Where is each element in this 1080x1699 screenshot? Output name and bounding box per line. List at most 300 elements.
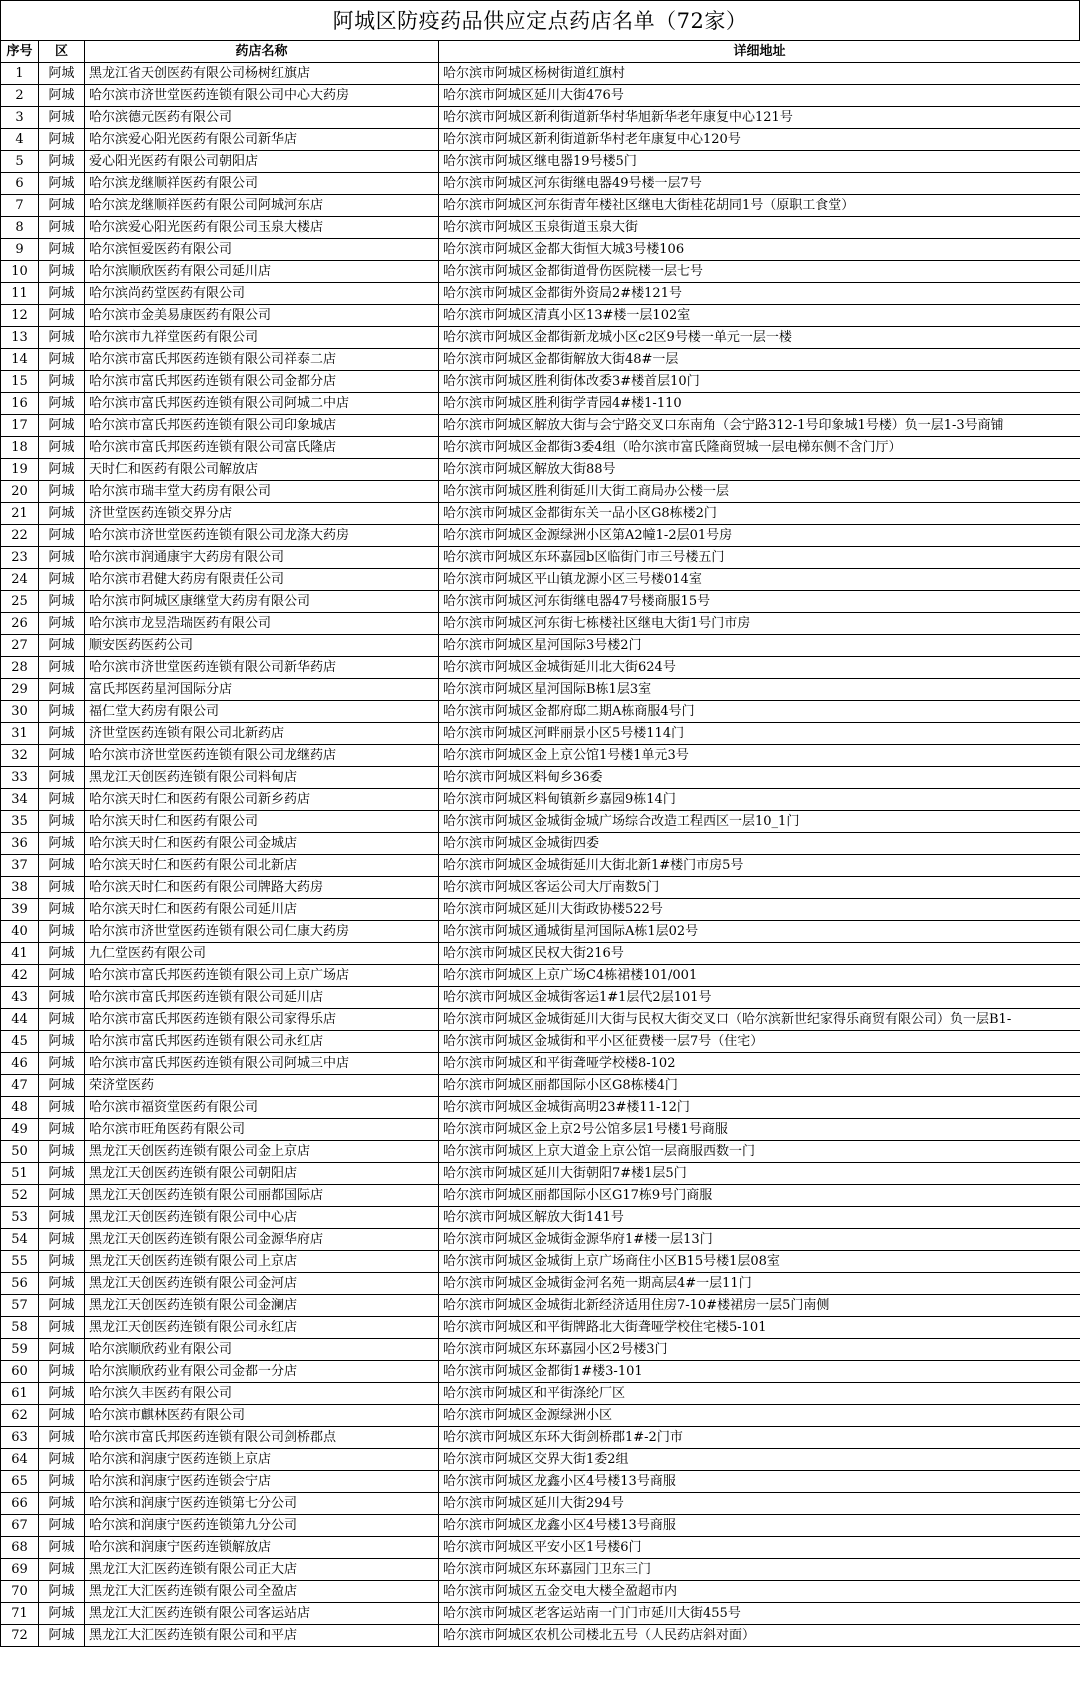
table-row xyxy=(1,789,1080,811)
cell-district: 阿城 xyxy=(39,1053,85,1075)
cell-address: 哈尔滨市阿城区金都大街恒大城3号楼106 xyxy=(439,239,1080,261)
cell-address: 哈尔滨市阿城区金城街和平小区征费楼一层7号（住宅） xyxy=(439,1031,1080,1053)
cell-address: 哈尔滨市阿城区金都街1#楼3-101 xyxy=(439,1361,1080,1383)
cell-address: 哈尔滨市阿城区丽都国际小区G8栋楼4门 xyxy=(439,1075,1080,1097)
cell-pharmacy-name: 哈尔滨恒爱医药有限公司 xyxy=(85,239,439,261)
cell-district: 阿城 xyxy=(39,1603,85,1625)
cell-address: 哈尔滨市阿城区杨树街道红旗村 xyxy=(439,63,1080,85)
table-row xyxy=(1,1559,1080,1581)
cell-district: 阿城 xyxy=(39,679,85,701)
cell-address: 哈尔滨市阿城区金城街金河名苑一期高层4#一层11门 xyxy=(439,1273,1080,1295)
cell-district: 阿城 xyxy=(39,921,85,943)
table-row xyxy=(1,591,1080,613)
cell-no: 29 xyxy=(1,679,39,701)
cell-district: 阿城 xyxy=(39,943,85,965)
cell-pharmacy-name: 哈尔滨顺欣药业有限公司金都一分店 xyxy=(85,1361,439,1383)
cell-address: 哈尔滨市阿城区金都府邸二期A栋商服4号门 xyxy=(439,701,1080,723)
cell-no: 12 xyxy=(1,305,39,327)
cell-address: 哈尔滨市阿城区东环大街剑桥郡1#-2门市 xyxy=(439,1427,1080,1449)
cell-address: 哈尔滨市阿城区老客运站南一门门市延川大街455号 xyxy=(439,1603,1080,1625)
cell-no: 68 xyxy=(1,1537,39,1559)
cell-pharmacy-name: 黑龙江大汇医药连锁有限公司客运站店 xyxy=(85,1603,439,1625)
table-row xyxy=(1,85,1080,107)
cell-district: 阿城 xyxy=(39,327,85,349)
cell-district: 阿城 xyxy=(39,547,85,569)
cell-no: 51 xyxy=(1,1163,39,1185)
cell-no: 62 xyxy=(1,1405,39,1427)
header-district: 区 xyxy=(39,41,85,63)
cell-district: 阿城 xyxy=(39,811,85,833)
cell-pharmacy-name: 哈尔滨市龙昱浩瑞医药有限公司 xyxy=(85,613,439,635)
cell-no: 61 xyxy=(1,1383,39,1405)
cell-district: 阿城 xyxy=(39,1339,85,1361)
table-row xyxy=(1,1471,1080,1493)
cell-pharmacy-name: 哈尔滨市富氏邦医药连锁有限公司家得乐店 xyxy=(85,1009,439,1031)
cell-pharmacy-name: 哈尔滨市富氏邦医药连锁有限公司永红店 xyxy=(85,1031,439,1053)
table-row xyxy=(1,525,1080,547)
cell-pharmacy-name: 哈尔滨天时仁和医药有限公司金城店 xyxy=(85,833,439,855)
cell-district: 阿城 xyxy=(39,1207,85,1229)
cell-district: 阿城 xyxy=(39,1163,85,1185)
cell-district: 阿城 xyxy=(39,1493,85,1515)
cell-district: 阿城 xyxy=(39,1449,85,1471)
cell-district: 阿城 xyxy=(39,1559,85,1581)
table-row xyxy=(1,415,1080,437)
table-row xyxy=(1,855,1080,877)
cell-district: 阿城 xyxy=(39,459,85,481)
table-row xyxy=(1,1339,1080,1361)
cell-address: 哈尔滨市阿城区金城街延川大街北新1#楼门市房5号 xyxy=(439,855,1080,877)
cell-district: 阿城 xyxy=(39,1581,85,1603)
table-row xyxy=(1,1515,1080,1537)
table-row xyxy=(1,437,1080,459)
cell-district: 阿城 xyxy=(39,1383,85,1405)
cell-pharmacy-name: 哈尔滨市富氏邦医药连锁有限公司印象城店 xyxy=(85,415,439,437)
table-row xyxy=(1,239,1080,261)
cell-address: 哈尔滨市阿城区金源绿洲小区 xyxy=(439,1405,1080,1427)
cell-no: 35 xyxy=(1,811,39,833)
cell-pharmacy-name: 黑龙江天创医药连锁有限公司丽都国际店 xyxy=(85,1185,439,1207)
table-row xyxy=(1,547,1080,569)
cell-no: 55 xyxy=(1,1251,39,1273)
cell-pharmacy-name: 哈尔滨和润康宁医药连锁解放店 xyxy=(85,1537,439,1559)
cell-pharmacy-name: 黑龙江天创医药连锁有限公司金河店 xyxy=(85,1273,439,1295)
table-row xyxy=(1,217,1080,239)
cell-pharmacy-name: 哈尔滨龙继顺祥医药有限公司阿城河东店 xyxy=(85,195,439,217)
cell-district: 阿城 xyxy=(39,1515,85,1537)
cell-district: 阿城 xyxy=(39,1625,85,1647)
cell-address: 哈尔滨市阿城区金城街金城广场综合改造工程西区一层10_1门 xyxy=(439,811,1080,833)
cell-pharmacy-name: 哈尔滨市济世堂医药连锁有限公司龙继药店 xyxy=(85,745,439,767)
cell-no: 52 xyxy=(1,1185,39,1207)
cell-district: 阿城 xyxy=(39,789,85,811)
cell-address: 哈尔滨市阿城区金都街东关一品小区G8栋楼2门 xyxy=(439,503,1080,525)
cell-address: 哈尔滨市阿城区金城街北新经济适用住房7-10#楼裙房一层5门南侧 xyxy=(439,1295,1080,1317)
cell-district: 阿城 xyxy=(39,1273,85,1295)
cell-no: 31 xyxy=(1,723,39,745)
table-row xyxy=(1,811,1080,833)
cell-no: 43 xyxy=(1,987,39,1009)
cell-pharmacy-name: 顺安医药医药公司 xyxy=(85,635,439,657)
cell-address: 哈尔滨市阿城区河东街继电器47号楼商服15号 xyxy=(439,591,1080,613)
cell-district: 阿城 xyxy=(39,1075,85,1097)
cell-pharmacy-name: 哈尔滨市旺角医药有限公司 xyxy=(85,1119,439,1141)
cell-pharmacy-name: 黑龙江天创医药连锁有限公司上京店 xyxy=(85,1251,439,1273)
cell-district: 阿城 xyxy=(39,1537,85,1559)
cell-address: 哈尔滨市阿城区平安小区1号楼6门 xyxy=(439,1537,1080,1559)
cell-address: 哈尔滨市阿城区交界大街1委2组 xyxy=(439,1449,1080,1471)
cell-pharmacy-name: 哈尔滨久丰医药有限公司 xyxy=(85,1383,439,1405)
table-row xyxy=(1,899,1080,921)
table-row xyxy=(1,1383,1080,1405)
cell-no: 23 xyxy=(1,547,39,569)
cell-district: 阿城 xyxy=(39,1119,85,1141)
cell-address: 哈尔滨市阿城区平山镇龙源小区三号楼014室 xyxy=(439,569,1080,591)
table-body xyxy=(1,63,1080,1647)
table-row xyxy=(1,327,1080,349)
cell-address: 哈尔滨市阿城区河东街青年楼社区继电大街桂花胡同1号（原职工食堂） xyxy=(439,195,1080,217)
cell-district: 阿城 xyxy=(39,1141,85,1163)
header-row xyxy=(1,41,1080,63)
cell-address: 哈尔滨市阿城区龙鑫小区4号楼13号商服 xyxy=(439,1471,1080,1493)
cell-district: 阿城 xyxy=(39,1185,85,1207)
table-row xyxy=(1,459,1080,481)
cell-address: 哈尔滨市阿城区东环嘉园门卫东三门 xyxy=(439,1559,1080,1581)
cell-pharmacy-name: 九仁堂医药有限公司 xyxy=(85,943,439,965)
cell-pharmacy-name: 哈尔滨尚药堂医药有限公司 xyxy=(85,283,439,305)
table-row xyxy=(1,1625,1080,1647)
cell-district: 阿城 xyxy=(39,283,85,305)
cell-address: 哈尔滨市阿城区金上京2号公馆多层1号楼1号商服 xyxy=(439,1119,1080,1141)
table-row xyxy=(1,1185,1080,1207)
cell-address: 哈尔滨市阿城区胜利街延川大街工商局办公楼一层 xyxy=(439,481,1080,503)
cell-pharmacy-name: 哈尔滨市福资堂医药有限公司 xyxy=(85,1097,439,1119)
cell-pharmacy-name: 哈尔滨和润康宁医药连锁会宁店 xyxy=(85,1471,439,1493)
cell-no: 27 xyxy=(1,635,39,657)
cell-address: 哈尔滨市阿城区解放大街与会宁路交叉口东南角（会宁路312-1号印象城1号楼）负一层1-3号商铺 xyxy=(439,415,1080,437)
table-row xyxy=(1,1031,1080,1053)
cell-address: 哈尔滨市阿城区金都街3委4组（哈尔滨市富氏隆商贸城一层电梯东侧不含门厅） xyxy=(439,437,1080,459)
cell-pharmacy-name: 黑龙江天创医药连锁有限公司中心店 xyxy=(85,1207,439,1229)
cell-address: 哈尔滨市阿城区通城街星河国际A栋1层02号 xyxy=(439,921,1080,943)
table-row xyxy=(1,1229,1080,1251)
cell-no: 67 xyxy=(1,1515,39,1537)
cell-no: 19 xyxy=(1,459,39,481)
table-row xyxy=(1,701,1080,723)
cell-address: 哈尔滨市阿城区解放大街141号 xyxy=(439,1207,1080,1229)
cell-no: 8 xyxy=(1,217,39,239)
cell-address: 哈尔滨市阿城区东环嘉园b区临街门市三号楼五门 xyxy=(439,547,1080,569)
table-row xyxy=(1,1075,1080,1097)
cell-district: 阿城 xyxy=(39,701,85,723)
header-name: 药店名称 xyxy=(85,41,439,63)
table-row xyxy=(1,151,1080,173)
cell-district: 阿城 xyxy=(39,1317,85,1339)
cell-no: 6 xyxy=(1,173,39,195)
cell-no: 1 xyxy=(1,63,39,85)
cell-address: 哈尔滨市阿城区料甸镇新乡嘉园9栋14门 xyxy=(439,789,1080,811)
cell-address: 哈尔滨市阿城区上京广场C4栋裙楼101/001 xyxy=(439,965,1080,987)
cell-pharmacy-name: 黑龙江大汇医药连锁有限公司正大店 xyxy=(85,1559,439,1581)
cell-address: 哈尔滨市阿城区金城街延川大街与民权大街交叉口（哈尔滨新世纪家得乐商贸有限公司）负一层B1- xyxy=(439,1009,1080,1031)
table-row xyxy=(1,349,1080,371)
cell-pharmacy-name: 哈尔滨市济世堂医药连锁有限公司龙涤大药房 xyxy=(85,525,439,547)
cell-address: 哈尔滨市阿城区新利街道新华村老年康复中心120号 xyxy=(439,129,1080,151)
cell-no: 40 xyxy=(1,921,39,943)
cell-district: 阿城 xyxy=(39,767,85,789)
cell-pharmacy-name: 哈尔滨市富氏邦医药连锁有限公司金都分店 xyxy=(85,371,439,393)
cell-address: 哈尔滨市阿城区龙鑫小区4号楼13号商服 xyxy=(439,1515,1080,1537)
cell-pharmacy-name: 天时仁和医药有限公司解放店 xyxy=(85,459,439,481)
cell-district: 阿城 xyxy=(39,635,85,657)
pharmacy-table xyxy=(0,40,1080,1647)
cell-no: 25 xyxy=(1,591,39,613)
cell-address: 哈尔滨市阿城区丽都国际小区G17栋9号门商服 xyxy=(439,1185,1080,1207)
cell-pharmacy-name: 黑龙江省天创医药有限公司杨树红旗店 xyxy=(85,63,439,85)
cell-pharmacy-name: 哈尔滨天时仁和医药有限公司牌路大药房 xyxy=(85,877,439,899)
cell-no: 42 xyxy=(1,965,39,987)
cell-no: 59 xyxy=(1,1339,39,1361)
cell-district: 阿城 xyxy=(39,1427,85,1449)
table-row xyxy=(1,921,1080,943)
cell-pharmacy-name: 哈尔滨和润康宁医药连锁上京店 xyxy=(85,1449,439,1471)
cell-no: 44 xyxy=(1,1009,39,1031)
cell-pharmacy-name: 黑龙江天创医药连锁有限公司金澜店 xyxy=(85,1295,439,1317)
cell-address: 哈尔滨市阿城区金都街道骨伤医院楼一层七号 xyxy=(439,261,1080,283)
table-row xyxy=(1,635,1080,657)
cell-district: 阿城 xyxy=(39,591,85,613)
cell-address: 哈尔滨市阿城区清真小区13#楼一层102室 xyxy=(439,305,1080,327)
table-row xyxy=(1,283,1080,305)
table-row xyxy=(1,1493,1080,1515)
cell-no: 5 xyxy=(1,151,39,173)
table-row xyxy=(1,1097,1080,1119)
cell-no: 16 xyxy=(1,393,39,415)
cell-no: 41 xyxy=(1,943,39,965)
cell-address: 哈尔滨市阿城区客运公司大厅南数5门 xyxy=(439,877,1080,899)
cell-pharmacy-name: 哈尔滨龙继顺祥医药有限公司 xyxy=(85,173,439,195)
cell-address: 哈尔滨市阿城区星河国际B栋1层3室 xyxy=(439,679,1080,701)
cell-no: 30 xyxy=(1,701,39,723)
cell-no: 7 xyxy=(1,195,39,217)
cell-district: 阿城 xyxy=(39,723,85,745)
table-row xyxy=(1,261,1080,283)
cell-no: 56 xyxy=(1,1273,39,1295)
cell-address: 哈尔滨市阿城区金城街金源华府1#楼一层13门 xyxy=(439,1229,1080,1251)
cell-address: 哈尔滨市阿城区料甸乡36委 xyxy=(439,767,1080,789)
table-row xyxy=(1,657,1080,679)
table-row xyxy=(1,1273,1080,1295)
cell-no: 47 xyxy=(1,1075,39,1097)
table-row xyxy=(1,767,1080,789)
cell-no: 65 xyxy=(1,1471,39,1493)
cell-district: 阿城 xyxy=(39,129,85,151)
cell-pharmacy-name: 哈尔滨天时仁和医药有限公司北新店 xyxy=(85,855,439,877)
cell-address: 哈尔滨市阿城区延川大街朝阳7#楼1层5门 xyxy=(439,1163,1080,1185)
cell-no: 17 xyxy=(1,415,39,437)
cell-pharmacy-name: 哈尔滨爱心阳光医药有限公司玉泉大楼店 xyxy=(85,217,439,239)
cell-pharmacy-name: 哈尔滨市富氏邦医药连锁有限公司上京广场店 xyxy=(85,965,439,987)
cell-district: 阿城 xyxy=(39,1097,85,1119)
table-row xyxy=(1,1581,1080,1603)
cell-district: 阿城 xyxy=(39,965,85,987)
table-row xyxy=(1,569,1080,591)
cell-address: 哈尔滨市阿城区金城街客运1#1层代2层101号 xyxy=(439,987,1080,1009)
cell-pharmacy-name: 哈尔滨顺欣医药有限公司延川店 xyxy=(85,261,439,283)
cell-pharmacy-name: 爱心阳光医药有限公司朝阳店 xyxy=(85,151,439,173)
cell-no: 63 xyxy=(1,1427,39,1449)
cell-pharmacy-name: 哈尔滨爱心阳光医药有限公司新华店 xyxy=(85,129,439,151)
cell-pharmacy-name: 黑龙江天创医药连锁有限公司金源华府店 xyxy=(85,1229,439,1251)
cell-pharmacy-name: 哈尔滨和润康宁医药连锁第七分公司 xyxy=(85,1493,439,1515)
cell-district: 阿城 xyxy=(39,107,85,129)
cell-no: 66 xyxy=(1,1493,39,1515)
cell-pharmacy-name: 哈尔滨天时仁和医药有限公司延川店 xyxy=(85,899,439,921)
cell-no: 54 xyxy=(1,1229,39,1251)
cell-district: 阿城 xyxy=(39,85,85,107)
cell-no: 72 xyxy=(1,1625,39,1647)
cell-district: 阿城 xyxy=(39,173,85,195)
table-row xyxy=(1,1141,1080,1163)
cell-address: 哈尔滨市阿城区金城街上京广场商住小区B15号楼1层08室 xyxy=(439,1251,1080,1273)
cell-district: 阿城 xyxy=(39,371,85,393)
table-row xyxy=(1,1295,1080,1317)
cell-pharmacy-name: 哈尔滨市阿城区康继堂大药房有限公司 xyxy=(85,591,439,613)
table-row xyxy=(1,393,1080,415)
table-row xyxy=(1,1603,1080,1625)
cell-district: 阿城 xyxy=(39,1471,85,1493)
cell-address: 哈尔滨市阿城区玉泉街道玉泉大街 xyxy=(439,217,1080,239)
cell-address: 哈尔滨市阿城区河畔丽景小区5号楼114门 xyxy=(439,723,1080,745)
table-row xyxy=(1,1251,1080,1273)
cell-district: 阿城 xyxy=(39,63,85,85)
cell-address: 哈尔滨市阿城区金源绿洲小区第A2幢1-2层01号房 xyxy=(439,525,1080,547)
cell-district: 阿城 xyxy=(39,987,85,1009)
cell-address: 哈尔滨市阿城区金都街解放大街48#一层 xyxy=(439,349,1080,371)
cell-address: 哈尔滨市阿城区河东街继电器49号楼一层7号 xyxy=(439,173,1080,195)
cell-address: 哈尔滨市阿城区解放大街88号 xyxy=(439,459,1080,481)
cell-district: 阿城 xyxy=(39,393,85,415)
cell-no: 53 xyxy=(1,1207,39,1229)
cell-no: 46 xyxy=(1,1053,39,1075)
cell-pharmacy-name: 济世堂医药连锁有限公司北新药店 xyxy=(85,723,439,745)
cell-district: 阿城 xyxy=(39,1251,85,1273)
cell-no: 48 xyxy=(1,1097,39,1119)
cell-address: 哈尔滨市阿城区金上京公馆1号楼1单元3号 xyxy=(439,745,1080,767)
cell-no: 33 xyxy=(1,767,39,789)
table-row xyxy=(1,679,1080,701)
cell-district: 阿城 xyxy=(39,437,85,459)
cell-pharmacy-name: 济世堂医药连锁交界分店 xyxy=(85,503,439,525)
table-row xyxy=(1,613,1080,635)
cell-address: 哈尔滨市阿城区和平街涤纶厂区 xyxy=(439,1383,1080,1405)
cell-pharmacy-name: 黑龙江天创医药连锁有限公司金上京店 xyxy=(85,1141,439,1163)
cell-no: 15 xyxy=(1,371,39,393)
table-row xyxy=(1,481,1080,503)
cell-address: 哈尔滨市阿城区农机公司楼北五号（人民药店斜对面） xyxy=(439,1625,1080,1647)
cell-no: 13 xyxy=(1,327,39,349)
cell-no: 14 xyxy=(1,349,39,371)
cell-address: 哈尔滨市阿城区金城街四委 xyxy=(439,833,1080,855)
cell-no: 4 xyxy=(1,129,39,151)
cell-address: 哈尔滨市阿城区延川大街政协楼522号 xyxy=(439,899,1080,921)
cell-district: 阿城 xyxy=(39,481,85,503)
table-row xyxy=(1,833,1080,855)
table-row xyxy=(1,1119,1080,1141)
cell-address: 哈尔滨市阿城区继电器19号楼5门 xyxy=(439,151,1080,173)
cell-no: 58 xyxy=(1,1317,39,1339)
table-row xyxy=(1,195,1080,217)
cell-no: 39 xyxy=(1,899,39,921)
cell-pharmacy-name: 哈尔滨市九祥堂医药有限公司 xyxy=(85,327,439,349)
cell-pharmacy-name: 黑龙江天创医药连锁有限公司料甸店 xyxy=(85,767,439,789)
cell-district: 阿城 xyxy=(39,217,85,239)
cell-district: 阿城 xyxy=(39,1361,85,1383)
cell-pharmacy-name: 哈尔滨顺欣药业有限公司 xyxy=(85,1339,439,1361)
cell-pharmacy-name: 黑龙江大汇医药连锁有限公司和平店 xyxy=(85,1625,439,1647)
cell-district: 阿城 xyxy=(39,195,85,217)
cell-district: 阿城 xyxy=(39,1009,85,1031)
cell-no: 70 xyxy=(1,1581,39,1603)
cell-no: 64 xyxy=(1,1449,39,1471)
table-row xyxy=(1,1163,1080,1185)
cell-no: 20 xyxy=(1,481,39,503)
cell-address: 哈尔滨市阿城区河东街七栋楼社区继电大街1号门市房 xyxy=(439,613,1080,635)
cell-district: 阿城 xyxy=(39,1405,85,1427)
cell-pharmacy-name: 哈尔滨市金美易康医药有限公司 xyxy=(85,305,439,327)
cell-no: 2 xyxy=(1,85,39,107)
cell-address: 哈尔滨市阿城区星河国际3号楼2门 xyxy=(439,635,1080,657)
cell-no: 18 xyxy=(1,437,39,459)
cell-pharmacy-name: 黑龙江天创医药连锁有限公司永红店 xyxy=(85,1317,439,1339)
cell-no: 69 xyxy=(1,1559,39,1581)
table-row xyxy=(1,1207,1080,1229)
cell-district: 阿城 xyxy=(39,613,85,635)
table-row xyxy=(1,305,1080,327)
cell-no: 37 xyxy=(1,855,39,877)
cell-address: 哈尔滨市阿城区上京大道金上京公馆一层商服西数一门 xyxy=(439,1141,1080,1163)
table-row xyxy=(1,173,1080,195)
cell-pharmacy-name: 荣济堂医药 xyxy=(85,1075,439,1097)
cell-pharmacy-name: 哈尔滨市富氏邦医药连锁有限公司富氏隆店 xyxy=(85,437,439,459)
table-row xyxy=(1,1009,1080,1031)
cell-no: 45 xyxy=(1,1031,39,1053)
cell-district: 阿城 xyxy=(39,239,85,261)
cell-district: 阿城 xyxy=(39,877,85,899)
cell-no: 57 xyxy=(1,1295,39,1317)
cell-pharmacy-name: 哈尔滨市润通康宇大药房有限公司 xyxy=(85,547,439,569)
cell-pharmacy-name: 哈尔滨和润康宁医药连锁第九分公司 xyxy=(85,1515,439,1537)
table-row xyxy=(1,1537,1080,1559)
cell-pharmacy-name: 哈尔滨市济世堂医药连锁有限公司新华药店 xyxy=(85,657,439,679)
cell-no: 50 xyxy=(1,1141,39,1163)
cell-district: 阿城 xyxy=(39,503,85,525)
cell-address: 哈尔滨市阿城区延川大街476号 xyxy=(439,85,1080,107)
table-row xyxy=(1,129,1080,151)
table-row xyxy=(1,1053,1080,1075)
cell-pharmacy-name: 哈尔滨市瑞丰堂大药房有限公司 xyxy=(85,481,439,503)
cell-district: 阿城 xyxy=(39,899,85,921)
cell-pharmacy-name: 哈尔滨市济世堂医药连锁有限公司中心大药房 xyxy=(85,85,439,107)
cell-address: 哈尔滨市阿城区和平街聋哑学校楼8-102 xyxy=(439,1053,1080,1075)
cell-address: 哈尔滨市阿城区五金交电大楼全盈超市内 xyxy=(439,1581,1080,1603)
table-row xyxy=(1,965,1080,987)
cell-district: 阿城 xyxy=(39,1229,85,1251)
cell-pharmacy-name: 哈尔滨市麒林医药有限公司 xyxy=(85,1405,439,1427)
cell-pharmacy-name: 黑龙江大汇医药连锁有限公司全盈店 xyxy=(85,1581,439,1603)
cell-no: 36 xyxy=(1,833,39,855)
cell-no: 34 xyxy=(1,789,39,811)
